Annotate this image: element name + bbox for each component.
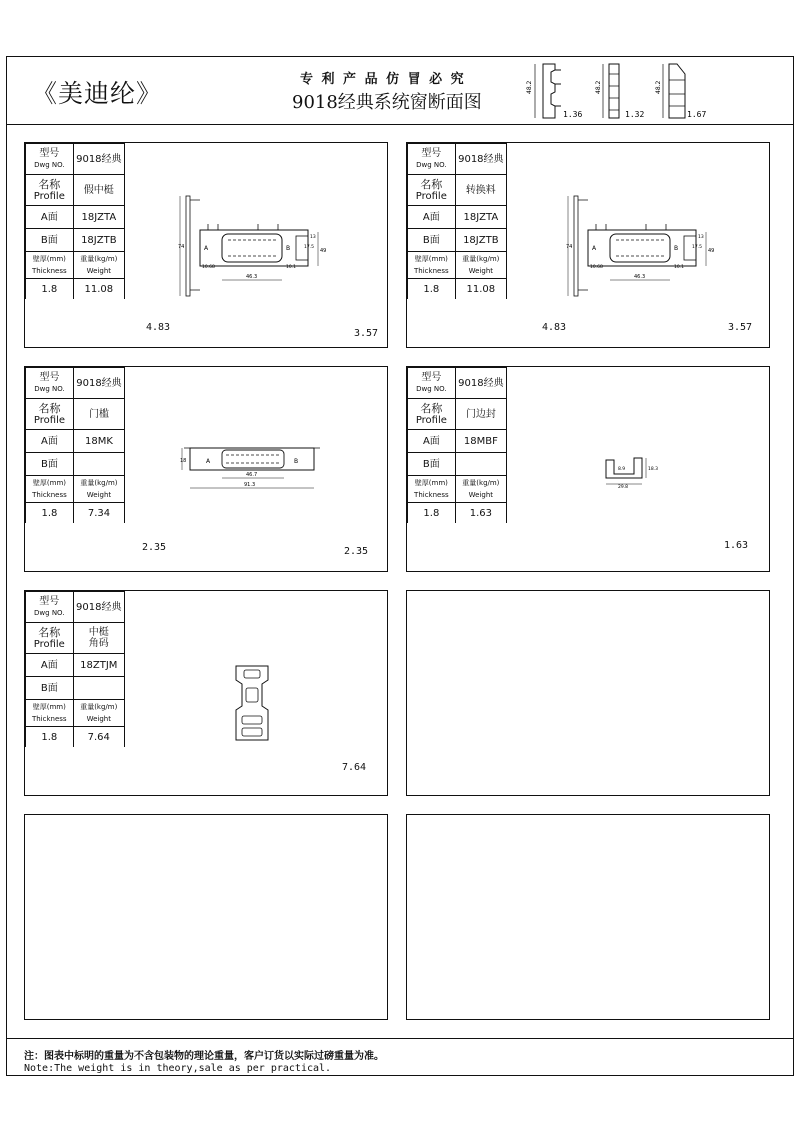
mbf-dim-w: 29.8: [618, 485, 629, 490]
b-face-value: 18JZTB: [73, 229, 124, 252]
thickness-label-cn: 壁厚(mm): [32, 703, 66, 711]
left-value: 4.83: [542, 322, 567, 333]
model-label-en: Dwg NO.: [34, 384, 65, 393]
spec-table: [25, 591, 125, 747]
mk-dim-w1: 46.7: [246, 472, 258, 478]
profile-name: 假中梃: [73, 175, 124, 206]
footer-divider: [6, 1038, 794, 1039]
section-panel-4: [406, 366, 770, 572]
thickness-value: 1.8: [26, 503, 74, 524]
a-face-label: A面: [26, 654, 74, 677]
left-value: 2.35: [142, 542, 167, 553]
model-value: 9018经典: [73, 368, 124, 399]
a-face-label: A面: [408, 206, 456, 229]
weight-value: 11.08: [455, 279, 506, 300]
a-face-value: 18MBF: [455, 430, 506, 453]
mk-face-b: B: [294, 458, 299, 465]
mbf-dim-a: 8.9: [618, 467, 626, 472]
weight-value: 11.08: [73, 279, 124, 300]
model-value: 9018经典: [73, 144, 124, 175]
profile-drawing-ztjm: [230, 664, 280, 744]
model-label-cn: 型号: [421, 147, 442, 159]
weight-label-cn: 重量(kg/m): [80, 703, 118, 711]
face-b-mark: B: [286, 245, 291, 252]
dim-small: 10.1: [286, 265, 297, 270]
thickness-label-en: Thickness: [32, 267, 67, 275]
header-profile-2-height: 48.2: [595, 80, 602, 94]
profile-drawing-jzt: [178, 192, 338, 302]
mbf-dim-h: 18.3: [648, 467, 659, 472]
dim-left: 10.68: [202, 265, 215, 270]
brand-title: 《美迪纶》: [32, 79, 163, 108]
model-label-en: Dwg NO.: [416, 384, 447, 393]
spec-table: [25, 143, 125, 299]
model-value: 9018经典: [73, 592, 124, 623]
b-face-label: B面: [26, 677, 74, 700]
section-panel-8: [406, 814, 770, 1020]
a-face-value: 18ZTJM: [73, 654, 124, 677]
spec-table: [407, 143, 507, 299]
right-value: 1.63: [724, 540, 749, 551]
a-face-value: 18MK: [73, 430, 124, 453]
b-face-value: [73, 453, 124, 476]
name-label-cn: 名称: [38, 401, 61, 415]
profile-name: 中梃 角码: [73, 623, 124, 654]
model-label-cn: 型号: [421, 371, 442, 383]
thickness-label-en: Thickness: [414, 267, 449, 275]
thickness-label-cn: 壁厚(mm): [32, 479, 67, 487]
thickness-value: 1.8: [26, 279, 74, 300]
section-panel-5: [24, 590, 388, 796]
dim-left: 10.68: [590, 265, 603, 270]
dim-width: 46.3: [246, 274, 258, 280]
weight-label-cn: 重量(kg/m): [80, 255, 118, 263]
name-label-en: Profile: [33, 190, 65, 202]
weight-value: 1.63: [455, 503, 506, 524]
dim-h2: 49: [708, 248, 715, 254]
thickness-label-cn: 壁厚(mm): [32, 255, 66, 263]
spec-table: [407, 367, 507, 523]
header-profile-1-icon: [525, 60, 585, 122]
b-face-value: [73, 677, 124, 700]
thickness-label-en: Thickness: [31, 715, 67, 723]
name-label-en: Profile: [33, 414, 65, 426]
profile-drawing-mk: [180, 440, 340, 500]
header-divider: [6, 124, 794, 125]
patent-notice: 专 利 产 品 仿 冒 必 究: [300, 72, 466, 87]
weight-label-cn: 重量(kg/m): [80, 479, 118, 487]
name-label-cn: 名称: [420, 177, 443, 191]
right-value: 3.57: [354, 328, 379, 339]
name-label-cn: 名称: [38, 177, 61, 191]
mk-face-a: A: [206, 458, 211, 465]
weight-label-en: Weight: [86, 267, 112, 275]
weight-label-cn: 重量(kg/m): [462, 479, 500, 487]
model-label-cn: 型号: [39, 371, 60, 383]
name-label-cn: 名称: [420, 401, 443, 415]
thickness-value: 1.8: [26, 727, 74, 748]
model-label-en: Dwg NO.: [34, 608, 65, 617]
name-label-en: Profile: [33, 638, 65, 650]
right-value: 2.35: [344, 546, 369, 557]
face-b-mark: B: [674, 245, 679, 252]
thickness-label-en: Thickness: [32, 491, 67, 499]
dim-h1: 74: [178, 244, 185, 250]
face-a-mark: A: [204, 245, 209, 252]
mk-dim-w2: 91.3: [244, 482, 256, 488]
model-value: 9018经典: [455, 144, 506, 175]
name-label-en: Profile: [415, 414, 447, 426]
weight-value: 7.64: [73, 727, 124, 748]
left-value: 4.83: [146, 322, 171, 333]
dim-r2: 13: [310, 235, 316, 240]
b-face-label: B面: [26, 453, 74, 476]
thickness-value: 1.8: [408, 279, 456, 300]
b-face-label: B面: [408, 229, 456, 252]
header-profile-3-height: 48.2: [655, 80, 662, 94]
b-face-label: B面: [26, 229, 74, 252]
section-panel-6: [406, 590, 770, 796]
right-value: 3.57: [728, 322, 753, 333]
a-face-value: 18JZTA: [455, 206, 506, 229]
profile-drawing-zhl: [566, 192, 726, 302]
document-title: 9018经典系统窗断面图: [292, 92, 482, 113]
dim-h2: 49: [320, 248, 327, 254]
b-face-label: B面: [408, 453, 456, 476]
header-profile-3-icon: [655, 60, 725, 122]
face-a-mark: A: [592, 245, 597, 252]
a-face-label: A面: [26, 206, 74, 229]
b-face-value: [455, 453, 506, 476]
name-label-en: Profile: [415, 190, 447, 202]
profile-name: 门槛: [73, 399, 124, 430]
dim-h1: 74: [566, 244, 573, 250]
dim-r2: 13: [698, 235, 704, 240]
a-face-value: 18JZTA: [73, 206, 124, 229]
model-label-en: Dwg NO.: [416, 160, 447, 169]
model-label-cn: 型号: [39, 595, 60, 607]
weight-label-cn: 重量(kg/m): [462, 255, 500, 263]
spec-table: [25, 367, 125, 523]
b-face-value: 18JZTB: [455, 229, 506, 252]
dim-width: 46.3: [634, 274, 646, 280]
a-face-label: A面: [26, 430, 74, 453]
weight-label-en: Weight: [86, 491, 112, 499]
name-label-cn: 名称: [38, 625, 61, 639]
dim-r1: 17.5: [304, 245, 315, 250]
right-value: 7.64: [342, 762, 367, 773]
header-profile-3-dim: 1.67: [687, 110, 707, 119]
profile-name: 转换料: [455, 175, 506, 206]
weight-label-en: Weight: [468, 267, 494, 275]
section-panel-7: [24, 814, 388, 1020]
weight-label-en: Weight: [86, 715, 111, 723]
mk-dim-h: 18: [180, 458, 187, 464]
thickness-label-cn: 壁厚(mm): [414, 255, 448, 263]
dim-r1: 17.5: [692, 245, 703, 250]
header-profile-1-height: 48.2: [526, 80, 533, 94]
profile-drawing-mbf: [598, 450, 658, 490]
model-value: 9018经典: [455, 368, 506, 399]
dim-small: 10.1: [674, 265, 685, 270]
header-profile-2-dim: 1.32: [625, 110, 645, 119]
note-chinese: 注：图表中标明的重量为不含包装物的理论重量，客户订货以实际过磅重量为准。: [24, 1051, 384, 1062]
model-label-en: Dwg NO.: [34, 160, 65, 169]
thickness-label-en: Thickness: [414, 491, 449, 499]
a-face-label: A面: [408, 430, 456, 453]
header-profile-2-icon: [595, 60, 655, 122]
thickness-value: 1.8: [408, 503, 456, 524]
weight-label-en: Weight: [468, 491, 494, 499]
note-english: Note:The weight is in theory,sale as per practical.: [24, 1063, 332, 1074]
thickness-label-cn: 壁厚(mm): [414, 479, 448, 487]
header-profile-1-dim: 1.36: [563, 110, 583, 119]
profile-name: 门边封: [455, 399, 506, 430]
weight-value: 7.34: [73, 503, 124, 524]
model-label-cn: 型号: [39, 147, 60, 159]
